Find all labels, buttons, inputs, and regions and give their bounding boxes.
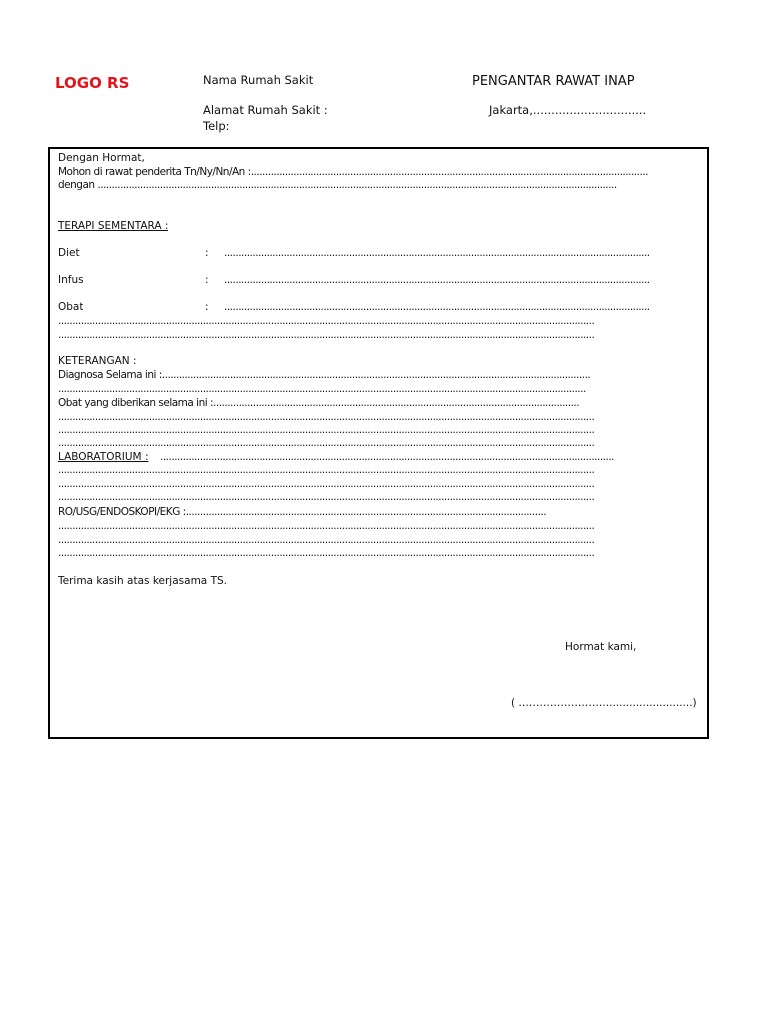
infus-field: ...................................................................................................................................................... bbox=[224, 274, 650, 286]
notes-heading: KETERANGAN : bbox=[58, 355, 137, 367]
closing-text: Hormat kami, bbox=[565, 641, 637, 653]
dotted-line: ............................................................................................................................................................................................. bbox=[58, 534, 595, 546]
dotted-line: ............................................................................................................................................................................................. bbox=[58, 464, 595, 476]
document-title: PENGANTAR RAWAT INAP bbox=[472, 74, 635, 89]
obat-field: ...................................................................................................................................................... bbox=[224, 301, 650, 313]
therapy-heading: TERAPI SEMENTARA : bbox=[58, 220, 169, 232]
dotted-line: ............................................................................................................................................................................................. bbox=[58, 547, 595, 559]
diet-label: Diet bbox=[58, 247, 80, 259]
hospital-phone: Telp: bbox=[203, 119, 230, 133]
dotted-line: ............................................................................................................................................................................................. bbox=[58, 478, 595, 490]
dotted-line: ............................................................................................................................................................................................. bbox=[58, 437, 595, 449]
signature-line: ( ……………………...........................) bbox=[511, 697, 697, 709]
diagnosis-cont-line: .......................................................................................................................................................................................... bbox=[58, 383, 586, 395]
dotted-line: ............................................................................................................................................................................................. bbox=[58, 520, 595, 532]
meds-given-line: Obat yang diberikan selama ini :................................................................................................................................. bbox=[58, 397, 580, 409]
infus-label: Infus bbox=[58, 274, 84, 286]
diagnosis-line: Diagnosa Selama ini :....................................................................................................................................................... bbox=[58, 369, 591, 381]
patient-line: Mohon di rawat penderita Tn/Ny/Nn/An :............................................................................................................................................ bbox=[58, 166, 648, 178]
lab-heading: LABORATORIUM : bbox=[58, 451, 149, 463]
imaging-line: RO/USG/ENDOSKOPI/EKG :............................................................................................................................... bbox=[58, 506, 547, 518]
referral-form bbox=[48, 147, 709, 739]
dotted-line: ............................................................................................................................................................................................. bbox=[58, 315, 595, 327]
dotted-line: ............................................................................................................................................................................................. bbox=[58, 491, 595, 503]
dotted-line: ............................................................................................................................................................................................. bbox=[58, 424, 595, 436]
hospital-name: Nama Rumah Sakit bbox=[203, 73, 314, 87]
greeting: Dengan Hormat, bbox=[58, 152, 145, 164]
hospital-address: Alamat Rumah Sakit : bbox=[203, 103, 328, 117]
place-date: Jakarta,............................... bbox=[489, 103, 647, 117]
diet-field: ...................................................................................................................................................... bbox=[224, 247, 650, 259]
hospital-logo: LOGO RS bbox=[55, 74, 130, 92]
diet-colon: : bbox=[205, 247, 209, 259]
lab-field: ................................................................................................................................................................ bbox=[160, 451, 615, 463]
obat-label: Obat bbox=[58, 301, 84, 313]
thanks-text: Terima kasih atas kerjasama TS. bbox=[58, 575, 227, 587]
dotted-line: ............................................................................................................................................................................................. bbox=[58, 329, 595, 341]
infus-colon: : bbox=[205, 274, 209, 286]
dotted-line: ............................................................................................................................................................................................. bbox=[58, 411, 595, 423]
obat-colon: : bbox=[205, 301, 209, 313]
with-line: dengan ....................................................................................................................................................................................... bbox=[58, 179, 617, 191]
